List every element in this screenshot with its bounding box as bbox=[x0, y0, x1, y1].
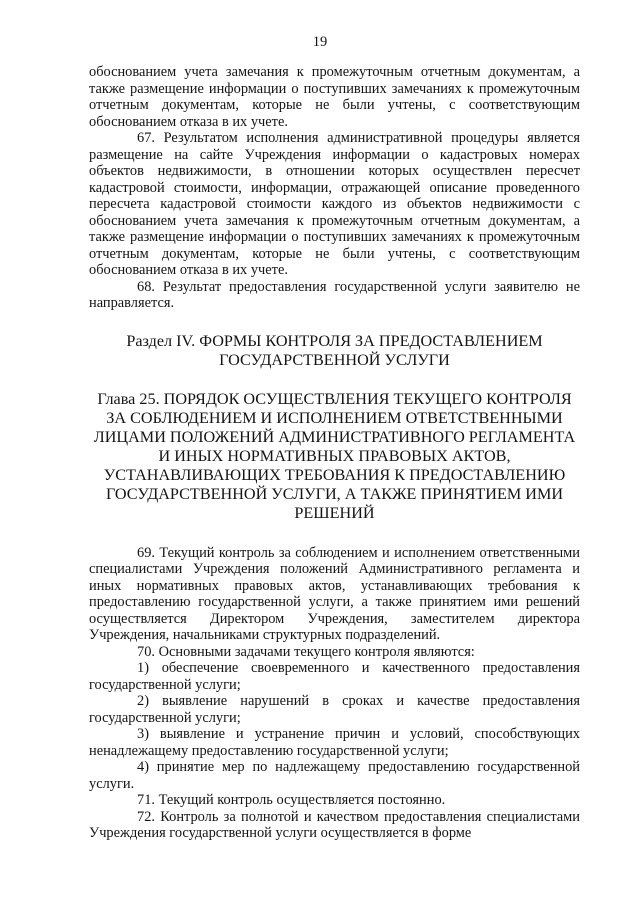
paragraph-continuation: обоснованием учета замечания к промежуточным отчетным документам, а также размещение информации о поступивших замечаниях к промежуточным отчетным документам, которые не были учтены, с соответствующим обоснованием отказа в их учете. bbox=[89, 64, 580, 130]
paragraph-69: 69. Текущий контроль за соблюдением и исполнением ответственными специалистами Учреждения положений Административного регламента и иных нормативных правовых актов, устанавливающих требования к предоставлению государственной услуги, а также принятием ими решений осуществляется Директором Учреждения, заместителем директора Учреждения, начальниками структурных подразделений. bbox=[89, 544, 580, 643]
chapter-body bbox=[89, 545, 580, 842]
list-item-4: 4) принятие мер по надлежащему предоставлению государственной услуги. bbox=[89, 759, 580, 792]
paragraph-70: 70. Основными задачами текущего контроля являются: bbox=[137, 643, 475, 660]
chapter-title: Глава 25. ПОРЯДОК ОСУЩЕСТВЛЕНИЯ ТЕКУЩЕГО КОНТРОЛЯ ЗА СОБЛЮДЕНИЕМ И ИСПОЛНЕНИЕМ ОТВЕТСТВЕННЫМИ ЛИЦАМИ ПОЛОЖЕНИЙ АДМИНИСТРАТИВНОГО РЕГЛАМЕНТА И ИНЫХ НОРМАТИВНЫХ ПРАВОВЫХ АКТОВ, УСТАНАВЛИВАЮЩИХ ТРЕБОВАНИЯ К ПРЕДОСТАВЛЕНИЮ ГОСУДАРСТВЕННОЙ УСЛУГИ, А ТАКЖЕ ПРИНЯТИЕМ ИМИ РЕШЕНИЙ bbox=[93, 389, 576, 522]
list-item-3: 3) выявление и устранение причин и условий, способствующих ненадлежащему предоставлению государственной услуги; bbox=[89, 726, 580, 759]
list-item-2: 2) выявление нарушений в сроках и качестве предоставления государственной услуги; bbox=[89, 693, 580, 726]
paragraph-72: 72. Контроль за полнотой и качеством предоставления специалистами Учреждения государственной услуги осуществляется в форме bbox=[89, 808, 580, 841]
document-body bbox=[89, 64, 580, 842]
list-item-1: 1) обеспечение своевременного и качественного предоставления государственной услуги; bbox=[89, 660, 580, 693]
paragraph-67: 67. Результатом исполнения административной процедуры является размещение на сайте Учреждения информации о кадастровых номерах объектов недвижимости, в отношении которых осуществлен пересчет кадастровой стоимости, информации, отражающей описание проведенного пересчета кадастровой стоимости каждого из объектов недвижимости с обоснованием учета замечания к промежуточным отчетным документам, а также размещение информации о поступивших замечаниях к промежуточным отчетным документам, которые не были учтены, с соответствующим обоснованием отказа в их учете. bbox=[89, 130, 580, 278]
section-title: Раздел IV. ФОРМЫ КОНТРОЛЯ ЗА ПРЕДОСТАВЛЕНИЕМ ГОСУДАРСТВЕННОЙ УСЛУГИ bbox=[126, 331, 543, 369]
page-number: 19 bbox=[312, 34, 328, 50]
paragraph-68: 68. Результат предоставления государственной услуги заявителю не направляется. bbox=[89, 278, 580, 311]
paragraph-71: 71. Текущий контроль осуществляется постоянно. bbox=[137, 792, 446, 808]
